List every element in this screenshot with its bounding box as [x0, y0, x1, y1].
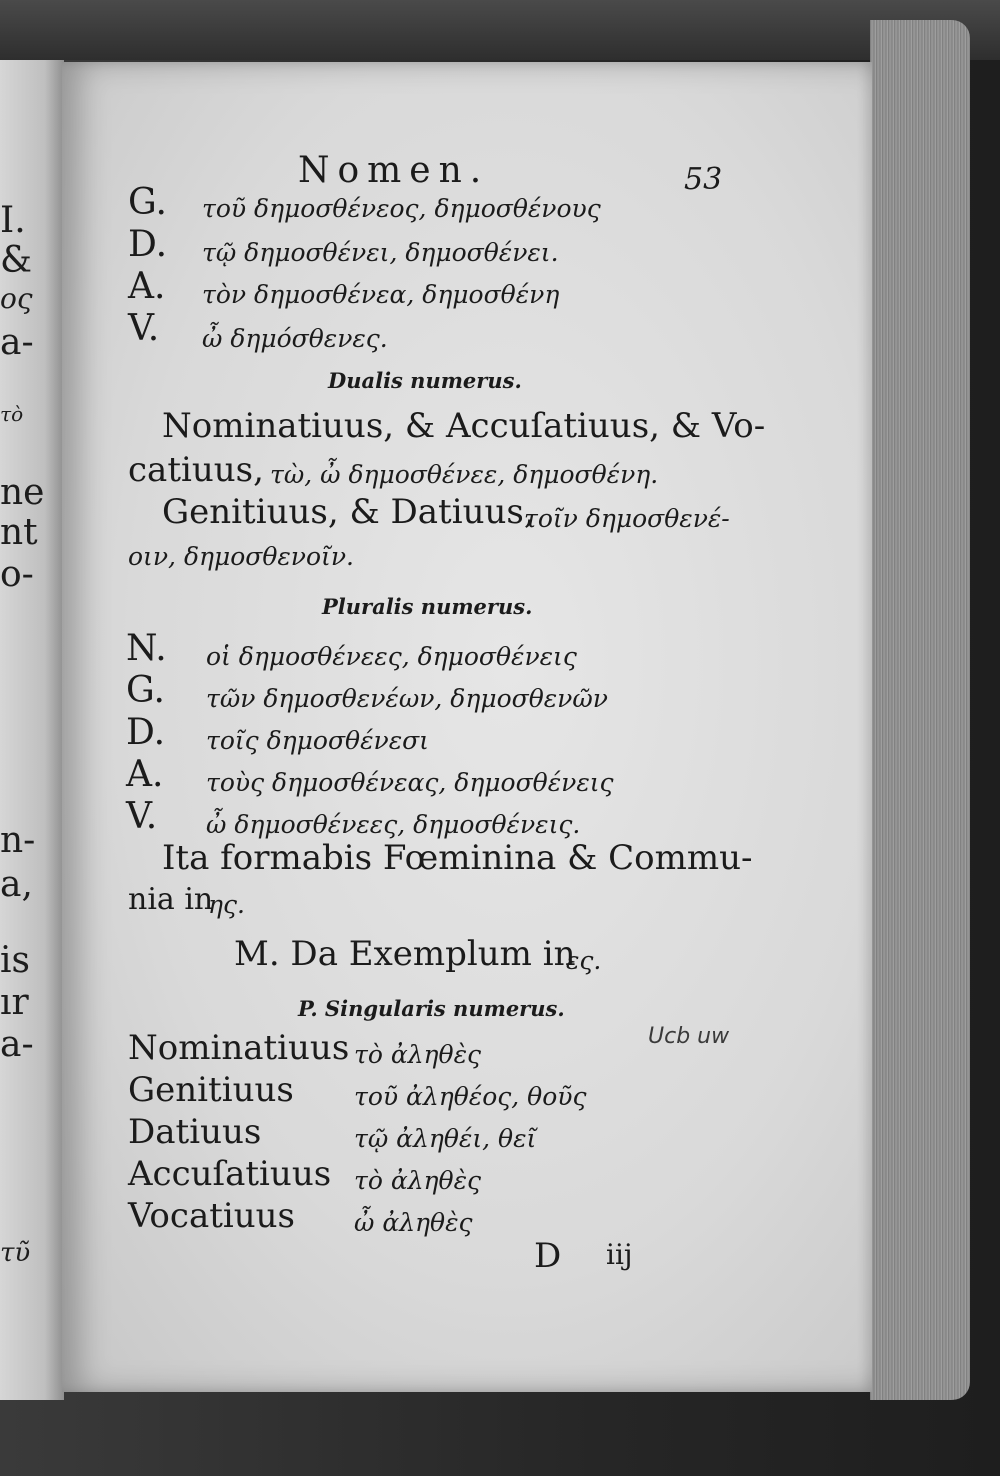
marginal-note: Ucb uw — [648, 1024, 730, 1049]
dual-greek: τὼ, ὦ δημοσθένεε, δημοσθένη. — [270, 460, 659, 489]
greek-forms: ὦ ἀληθὲς — [354, 1208, 473, 1237]
left-page-fragment: a, — [0, 864, 33, 905]
greek-forms: τῶν δημοσθενέων, δημοσθενῶν — [206, 684, 608, 713]
page-number: 53 — [684, 162, 723, 197]
note-line: Ita formabis Fœminina & Commu- — [162, 838, 753, 878]
left-page-fragment: a- — [0, 322, 34, 363]
section-heading-plural: Pluralis numerus. — [322, 594, 533, 619]
case-name: Genitiuus — [128, 1070, 294, 1110]
running-title: Nomen. — [298, 150, 490, 191]
example-heading: M. Da Exemplum in — [234, 934, 576, 974]
dual-line: catiuus, — [128, 450, 264, 490]
left-page-sliver — [0, 60, 64, 1400]
dual-line: Nominatiuus, & Accuſatiuus, & Vo- — [162, 406, 766, 446]
case-label: N. — [126, 628, 167, 669]
book-cover-top — [0, 0, 1000, 60]
example-subheading: P. Singularis numerus. — [298, 996, 565, 1021]
dual-greek: τοῖν δημοσθενέ- — [524, 504, 730, 533]
left-page-fragment: τὸ — [0, 402, 24, 426]
left-page-fragment: I. — [0, 200, 26, 241]
case-name: Datiuus — [128, 1112, 262, 1152]
left-page-fragment: & — [0, 240, 33, 281]
left-page-fragment: ne — [0, 472, 45, 513]
case-label: D. — [126, 712, 166, 753]
note-line: nia in — [128, 882, 214, 917]
left-page-fragment: ır — [0, 982, 29, 1023]
greek-forms: τὸ ἀληθὲς — [354, 1166, 482, 1195]
greek-forms: ὦ δημόσθενες. — [202, 324, 388, 353]
case-label: A. — [126, 754, 164, 795]
case-label: G. — [126, 670, 165, 711]
book-fore-edge — [870, 20, 970, 1400]
signature-letter: D — [534, 1236, 562, 1276]
case-name: Nominatiuus — [128, 1028, 350, 1068]
greek-forms: τὸ ἀληθὲς — [354, 1040, 482, 1069]
greek-forms: οἱ δημοσθένεες, δημοσθένεις — [206, 642, 577, 671]
greek-forms: τοῦ δημοσθένεος, δημοσθένους — [202, 194, 601, 223]
case-label: D. — [128, 224, 168, 265]
greek-forms: τῷ δημοσθένει, δημοσθένει. — [202, 238, 559, 267]
left-page-fragment: o- — [0, 554, 34, 595]
left-page-fragment: a- — [0, 1024, 34, 1065]
left-page-fragment: is — [0, 940, 30, 981]
greek-forms: τῷ ἀληθέι, θεῖ — [354, 1124, 537, 1153]
greek-forms: τοῦ ἀληθέος, θοῦς — [354, 1082, 587, 1111]
case-label: A. — [128, 266, 166, 307]
left-page-fragment: n- — [0, 820, 36, 861]
left-page-fragment: nt — [0, 512, 38, 553]
greek-forms: τοῖς δημοσθένεσι — [206, 726, 429, 755]
greek-forms: τὸν δημοσθένεα, δημοσθένη — [202, 280, 560, 309]
greek-forms: ὦ δημοσθένεες, δημοσθένεις. — [206, 810, 581, 839]
section-heading-dual: Dualis numerus. — [328, 368, 522, 393]
left-page-fragment: ος — [0, 282, 33, 315]
case-name: Vocatiuus — [128, 1196, 295, 1236]
dual-greek: οιν, δημοσθενοῖν. — [128, 542, 355, 571]
case-name: Accuſatiuus — [128, 1154, 332, 1194]
example-heading-greek: ες. — [566, 946, 602, 975]
left-page-fragment: τῦ — [0, 1238, 31, 1268]
book-page — [62, 62, 872, 1392]
note-greek: ης. — [208, 890, 245, 919]
greek-forms: τοὺς δημοσθένεας, δημοσθένεις — [206, 768, 614, 797]
case-label: V. — [128, 308, 160, 349]
case-label: G. — [128, 182, 167, 223]
signature-numeral: iij — [606, 1238, 633, 1271]
dual-line: Genitiuus, & Datiuus, — [162, 492, 535, 532]
case-label: V. — [126, 796, 158, 837]
